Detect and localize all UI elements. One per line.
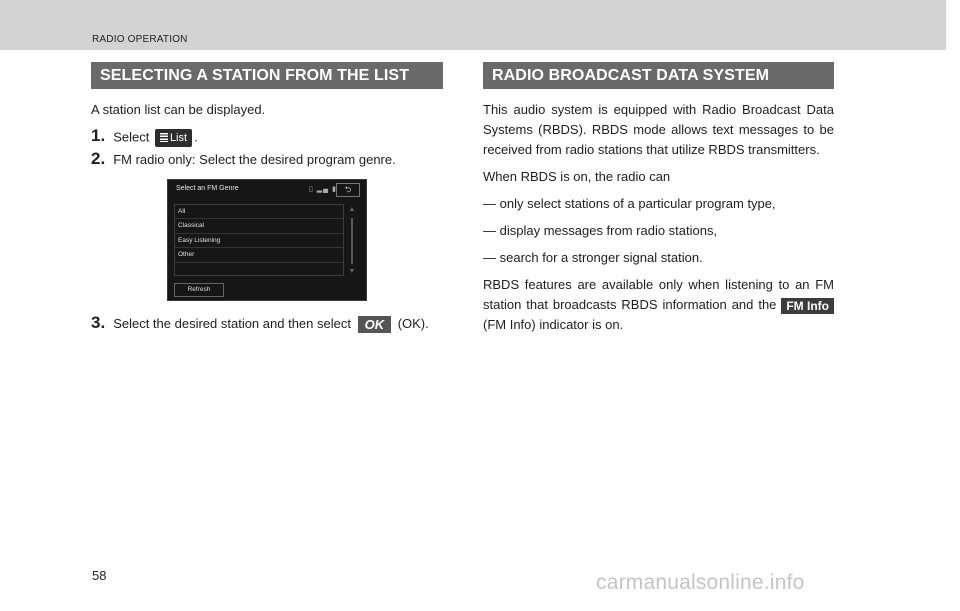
list-button-label: List xyxy=(169,131,188,144)
step-number: 2. xyxy=(91,148,106,168)
rbds-availability-note xyxy=(483,275,834,335)
note-text-after: (FM Info) indicator is on. xyxy=(483,317,624,332)
section-title-station-list: SELECTING A STATION FROM THE LIST xyxy=(91,62,443,89)
scroll-up-icon[interactable]: ▲ xyxy=(348,205,356,213)
refresh-button[interactable]: Refresh xyxy=(174,283,224,297)
intro-text: A station list can be displayed. xyxy=(91,102,266,117)
step-2 xyxy=(91,149,443,169)
section-title-rbds: RADIO BROADCAST DATA SYSTEM xyxy=(483,62,834,89)
list-button[interactable] xyxy=(155,129,192,147)
watermark: carmanualsonline.info xyxy=(596,571,805,594)
right-column xyxy=(483,62,834,335)
fm-info-indicator: FM Info xyxy=(781,298,834,314)
step-text-before: Select the desired station and then select xyxy=(113,315,355,331)
step-number: 3. xyxy=(91,312,106,332)
rbds-feature-item: — display messages from radio stations, xyxy=(483,223,718,238)
screen-title: Select an FM Genre xyxy=(176,184,239,192)
signal-status-icon: ▯ ▂▄ ▮ xyxy=(309,185,337,193)
running-head: RADIO OPERATION xyxy=(92,34,188,45)
fm-genre-screen xyxy=(167,179,367,301)
step-number: 1. xyxy=(91,126,106,145)
note-text-before: RBDS features are available only when listening to an FM station that broadcasts RBDS information and the xyxy=(483,277,834,312)
step-text-after: (OK). xyxy=(394,315,429,331)
scroll-track[interactable] xyxy=(351,218,353,264)
scroll-down-icon[interactable]: ▼ xyxy=(348,267,356,275)
step-text: FM radio only: Select the desired program genre. xyxy=(113,151,396,167)
scrollbar[interactable] xyxy=(348,206,356,276)
back-icon: ⮌ xyxy=(344,184,352,194)
step-3 xyxy=(91,313,443,333)
step-text xyxy=(113,316,429,333)
genre-item[interactable]: Other xyxy=(175,248,343,263)
genre-item[interactable]: Easy Listening xyxy=(175,234,343,249)
step-text xyxy=(113,129,198,147)
page-number: 58 xyxy=(92,568,107,583)
rbds-feature-item: — only select stations of a particular program type, xyxy=(483,196,776,211)
genre-item[interactable]: Classical xyxy=(175,219,343,234)
genre-list xyxy=(174,204,344,276)
step-text-before: Select xyxy=(113,129,153,144)
rbds-intro: When RBDS is on, the radio can xyxy=(483,169,671,184)
step-1 xyxy=(91,126,443,147)
genre-item[interactable]: All xyxy=(175,205,343,220)
rbds-feature-item: — search for a stronger signal station. xyxy=(483,250,703,265)
left-column xyxy=(91,62,443,333)
step-text-after: . xyxy=(194,129,198,144)
rbds-description: This audio system is equipped with Radio Broadcast Data Systems (RBDS). RBDS mode allows text messages to be received from radio stations that utilize RBDS transmitters. xyxy=(483,102,834,157)
list-icon xyxy=(160,133,168,142)
back-button[interactable] xyxy=(336,183,360,197)
ok-button[interactable]: OK xyxy=(358,316,392,333)
